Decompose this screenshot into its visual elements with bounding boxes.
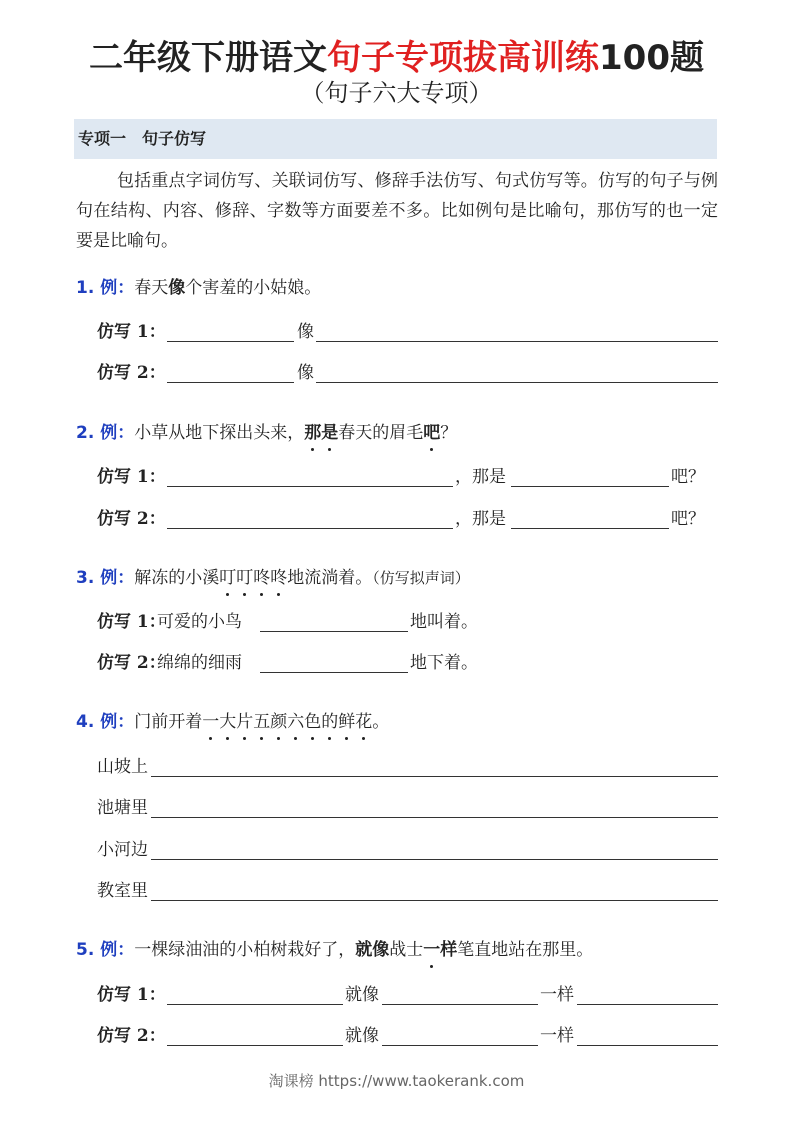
row-label: 仿写 1： [97, 612, 166, 632]
answer-row [97, 651, 497, 677]
row-label: 仿写 2： [97, 509, 166, 529]
blank-line[interactable] [260, 672, 408, 673]
example-text: 战士 [389, 940, 424, 960]
answer-row [97, 796, 718, 822]
blank-line[interactable] [511, 528, 669, 529]
row-text: 一样 [540, 985, 574, 1005]
question-4 [76, 710, 389, 734]
footer-watermark: 淘课榜 https://www.taokerank.com [268, 1072, 525, 1090]
blank-line[interactable] [151, 859, 718, 860]
keyword: 叮 [219, 568, 237, 588]
row-text: 绵绵的细雨 [157, 653, 242, 673]
example-text: 个害羞的小姑娘。 [185, 278, 322, 298]
blank-line[interactable] [167, 486, 453, 487]
blank-line[interactable] [316, 382, 718, 383]
row-text: 可爱的小鸟 [157, 612, 242, 632]
row-label: 仿写 1： [97, 467, 166, 487]
page-title [0, 36, 793, 80]
keyword: 一 [202, 712, 220, 732]
title-red: 句子专项拔高训练 [327, 38, 599, 78]
example-text: 门前开着 [134, 712, 203, 732]
keyword: 片 [236, 712, 254, 732]
row-text: ，那是 [455, 467, 506, 487]
blank-line[interactable] [167, 382, 294, 383]
blank-line[interactable] [260, 631, 408, 632]
example-text: 一棵绿油油的小柏树栽好了， [134, 940, 356, 960]
keyword: 咚 [253, 568, 271, 588]
row-text: 像 [297, 363, 314, 383]
section-heading-bar [74, 119, 717, 159]
row-label: 仿写 2： [97, 363, 166, 383]
row-text: 吧？ [671, 509, 705, 529]
blank-line[interactable] [151, 776, 718, 777]
example-text: 。 [372, 712, 390, 732]
example-text: ？ [440, 423, 458, 443]
row-label: 池塘里 [97, 798, 148, 818]
section-intro: 包括重点字词仿写、关联词仿写、修辞手法仿写、句式仿写等。仿写的句子与例句在结构、内容、修辞、字数等方面要差不多。比如例句是比喻句，那仿写的也一定要是比喻句。 [76, 171, 718, 251]
question-number: 2. 例： [76, 423, 135, 443]
row-label: 教室里 [97, 881, 148, 901]
blank-line[interactable] [316, 341, 718, 342]
row-text: 地叫着。 [410, 612, 478, 632]
title-black: 二年级下册语文 [89, 38, 327, 78]
example-text: 笔直地站在那里。 [457, 940, 594, 960]
question-number: 4. 例： [76, 712, 135, 732]
answer-row [97, 610, 497, 636]
question-1 [76, 276, 321, 300]
answer-row [97, 1024, 718, 1050]
answer-row [97, 465, 718, 491]
row-text: 吧？ [671, 467, 705, 487]
keyword: 样 [440, 940, 458, 960]
page-subtitle: （句子六大专项） [300, 79, 493, 107]
blank-line[interactable] [151, 817, 718, 818]
keyword: 吧 [423, 423, 441, 443]
keyword: 鲜 [338, 712, 356, 732]
keyword: 一 [423, 940, 441, 960]
row-label: 小河边 [97, 840, 148, 860]
row-text: 地下着。 [410, 653, 478, 673]
example-text: 小草从地下探出头来， [134, 423, 305, 443]
answer-row [97, 361, 718, 387]
answer-row [97, 983, 718, 1009]
row-label: 仿写 2： [97, 1026, 166, 1046]
keyword: 颜 [270, 712, 288, 732]
row-text: 就像 [345, 985, 379, 1005]
question-number: 1. 例： [76, 278, 135, 298]
keyword: 叮 [236, 568, 254, 588]
blank-line[interactable] [577, 1004, 718, 1005]
row-label: 仿写 2： [97, 653, 166, 673]
keyword: 那 [304, 423, 322, 443]
row-label: 仿写 1： [97, 322, 166, 342]
title-end: 100题 [599, 38, 704, 78]
question-number: 5. 例： [76, 940, 135, 960]
row-text: 就像 [345, 1026, 379, 1046]
row-text: 一样 [540, 1026, 574, 1046]
question-5 [76, 938, 593, 962]
blank-line[interactable] [167, 1045, 343, 1046]
blank-line[interactable] [382, 1045, 538, 1046]
keyword: 是 [321, 423, 339, 443]
blank-line[interactable] [382, 1004, 538, 1005]
keyword: 像 [168, 278, 186, 298]
keyword: 的 [321, 712, 339, 732]
keyword: 咚 [270, 568, 288, 588]
blank-line[interactable] [151, 900, 718, 901]
row-text: 像 [297, 322, 314, 342]
example-text: 解冻的小溪 [134, 568, 220, 588]
keyword: 五 [253, 712, 271, 732]
row-label: 山坡上 [97, 757, 148, 777]
question-number: 3. 例： [76, 568, 135, 588]
example-text: 春天 [134, 278, 169, 298]
blank-line[interactable] [167, 341, 294, 342]
blank-line[interactable] [577, 1045, 718, 1046]
keyword: 色 [304, 712, 322, 732]
blank-line[interactable] [167, 528, 453, 529]
question-note: （仿写拟声词） [372, 569, 470, 587]
answer-row [97, 838, 718, 864]
question-2 [76, 421, 457, 445]
section-heading: 专项一 句子仿写 [78, 129, 207, 148]
row-text: ，那是 [455, 509, 506, 529]
blank-line[interactable] [511, 486, 669, 487]
example-text: 地流淌着。 [287, 568, 373, 588]
row-label: 仿写 1： [97, 985, 166, 1005]
answer-row [97, 879, 718, 905]
keyword: 就像 [355, 940, 390, 960]
answer-row [97, 320, 718, 346]
example-text: 春天的眉毛 [338, 423, 424, 443]
question-3 [76, 566, 470, 590]
keyword: 六 [287, 712, 305, 732]
answer-row [97, 507, 718, 533]
keyword: 大 [219, 712, 237, 732]
blank-line[interactable] [167, 1004, 343, 1005]
answer-row [97, 755, 718, 781]
keyword: 花 [355, 712, 373, 732]
